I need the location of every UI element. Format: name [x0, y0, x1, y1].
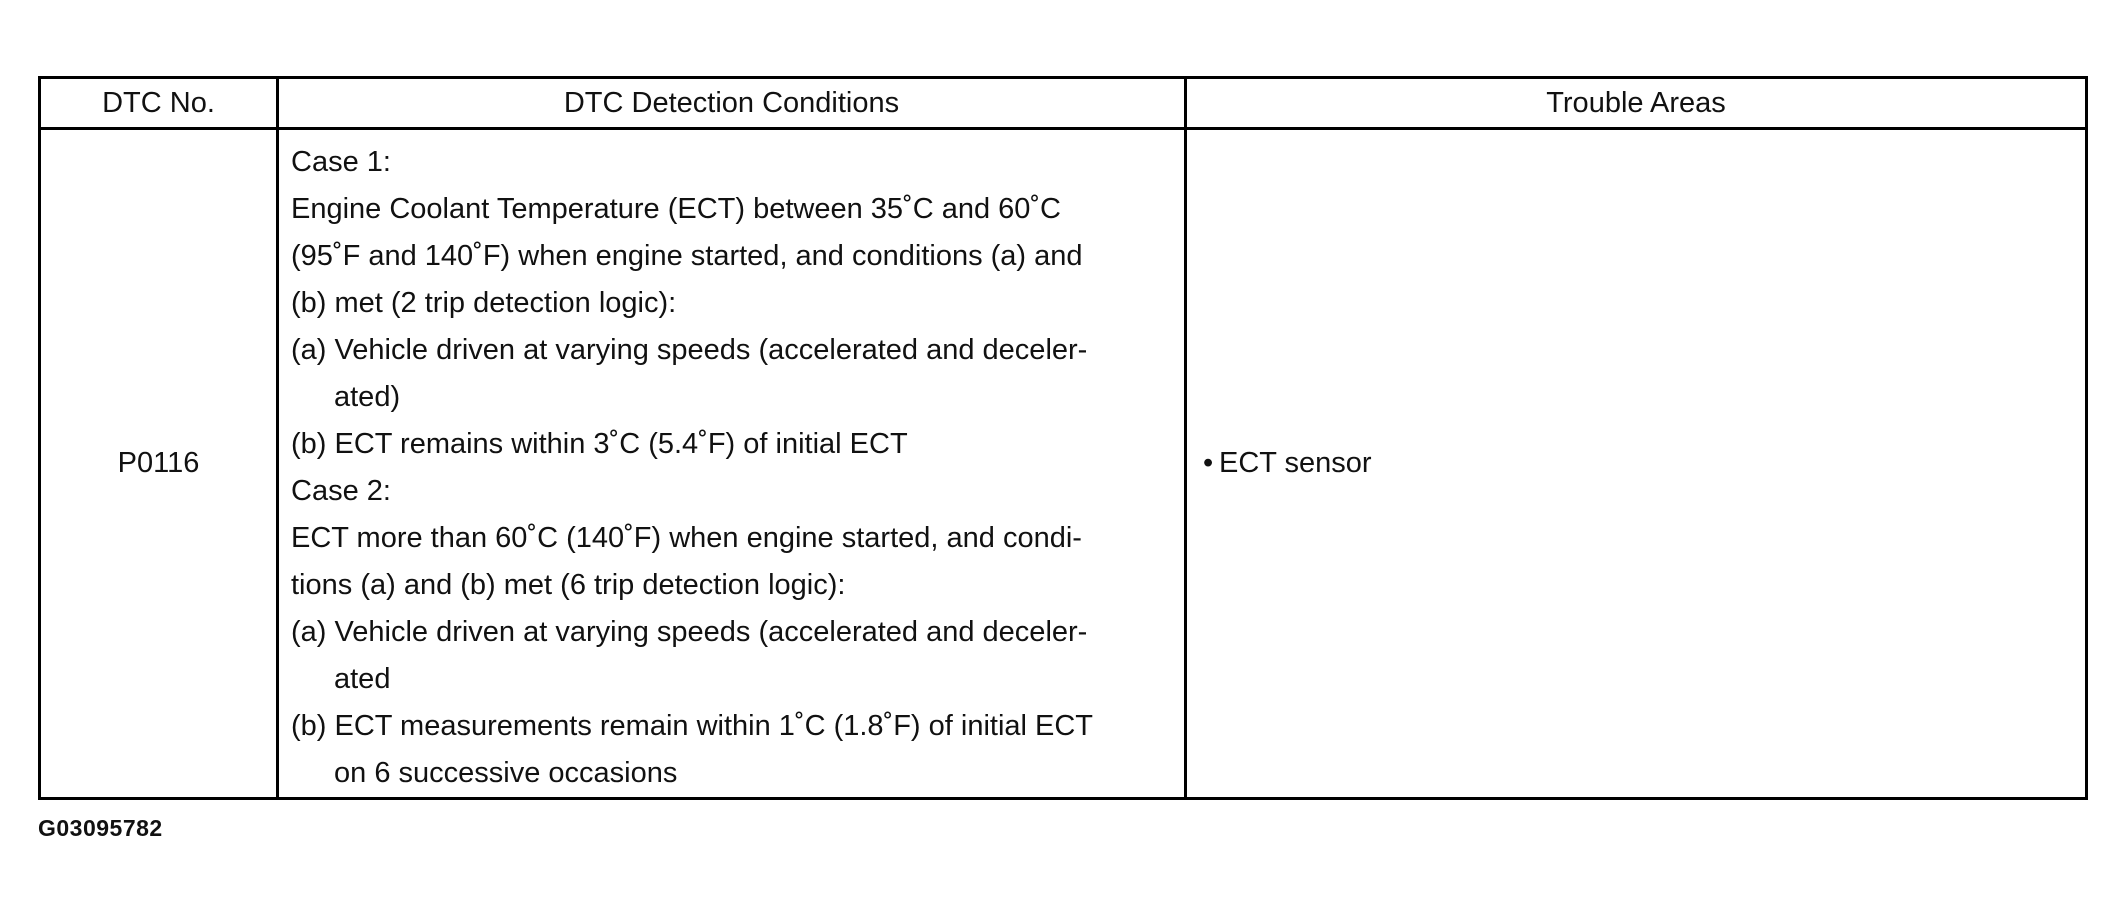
- dtc-code-cell: [40, 129, 278, 799]
- header-dtc-no: DTC No.: [40, 78, 278, 129]
- condition-line: ated: [334, 663, 391, 695]
- dtc-code: P0116: [117, 447, 200, 479]
- dtc-table: [38, 76, 2088, 800]
- header-trouble-areas: Trouble Areas: [1186, 78, 2087, 129]
- trouble-area-item: ECT sensor: [1219, 447, 1372, 479]
- condition-line: (b) met (2 trip detection logic):: [291, 287, 677, 319]
- condition-line: Engine Coolant Temperature (ECT) between 35˚C and 60˚C: [291, 193, 1061, 225]
- condition-line: ated): [334, 381, 401, 413]
- bullet-icon: •: [1203, 447, 1214, 479]
- header-row: [40, 78, 2087, 129]
- trouble-areas-cell: [1186, 129, 2087, 799]
- header-detection-conditions: DTC Detection Conditions: [278, 78, 1186, 129]
- condition-line: Case 1:: [291, 146, 391, 178]
- condition-line: (b) ECT measurements remain within 1˚C (1.8˚F) of initial ECT: [291, 710, 1094, 742]
- condition-line: (a) Vehicle driven at varying speeds (accelerated and deceler-: [291, 616, 1088, 648]
- condition-line: on 6 successive occasions: [334, 757, 678, 789]
- detection-conditions-cell: [278, 129, 1186, 799]
- condition-line: (b) ECT remains within 3˚C (5.4˚F) of initial ECT: [291, 428, 908, 460]
- condition-line: tions (a) and (b) met (6 trip detection logic):: [291, 569, 846, 601]
- condition-line: Case 2:: [291, 475, 391, 507]
- condition-line: (a) Vehicle driven at varying speeds (accelerated and deceler-: [291, 334, 1088, 366]
- table-row: [40, 129, 2087, 799]
- condition-line: (95˚F and 140˚F) when engine started, and conditions (a) and: [291, 240, 1083, 272]
- condition-line: ECT more than 60˚C (140˚F) when engine started, and condi-: [291, 522, 1082, 554]
- figure-id: G03095782: [38, 815, 163, 841]
